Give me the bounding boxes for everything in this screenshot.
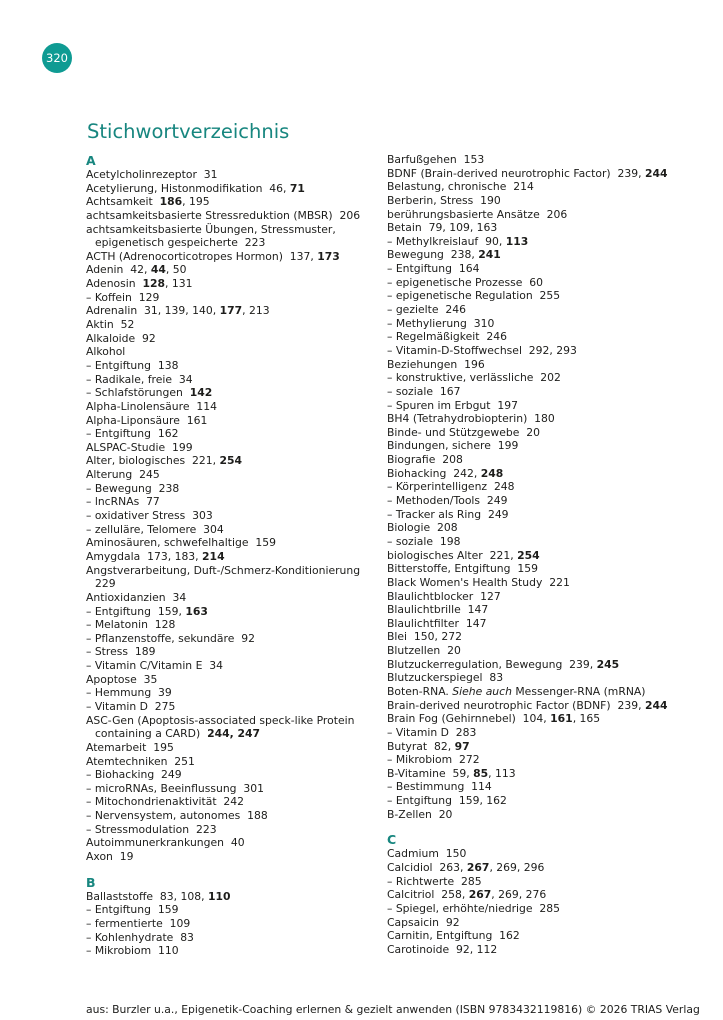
index-entry: Achtsamkeit 186, 195 <box>86 195 210 209</box>
index-subentry: – Radikale, freie 34 <box>86 372 193 386</box>
index-subentry: – Entgiftung 159, 162 <box>387 794 507 808</box>
index-subentry: – Richtwerte 285 <box>387 874 482 888</box>
index-subentry: – Mikrobiom 110 <box>86 944 179 958</box>
index-entry: Apoptose 35 <box>86 672 158 686</box>
index-entry: Berberin, Stress 190 <box>387 193 501 207</box>
index-subentry: – Entgiftung 138 <box>86 358 179 372</box>
index-subentry: – Vitamin D 283 <box>387 725 477 739</box>
index-subentry: – soziale 198 <box>387 534 461 548</box>
index-entry: achtsamkeitsbasierte Stressreduktion (MBSR) 206 <box>86 208 361 222</box>
index-subentry: – Tracker als Ring 249 <box>387 507 509 521</box>
index-entry: Capsaicin 92 <box>387 915 460 929</box>
index-entry: Aminosäuren, schwefelhaltige 159 <box>86 536 276 550</box>
index-entry: Bindungen, sichere 199 <box>387 439 519 453</box>
index-entry: Carotinoide 92, 112 <box>387 942 498 956</box>
index-entry-continuation: 229 <box>95 577 116 591</box>
index-subentry: – Stressmodulation 223 <box>86 822 217 836</box>
index-subentry: – Pflanzenstoffe, sekundäre 92 <box>86 631 255 645</box>
index-entry: Axon 19 <box>86 850 134 864</box>
index-subentry: – epigenetische Regulation 255 <box>387 289 561 303</box>
index-subentry: – Methoden/Tools 249 <box>387 494 508 508</box>
index-entry: Blei 150, 272 <box>387 630 462 644</box>
index-entry: Brain-derived neurotrophic Factor (BDNF) 239, 244 <box>387 698 668 712</box>
index-entry: Black Women's Health Study 221 <box>387 575 570 589</box>
index-subentry: – Vitamin-D-Stoffwechsel 292, 293 <box>387 343 577 357</box>
index-subentry: – Entgiftung 162 <box>86 427 179 441</box>
index-entry: Cadmium 150 <box>387 847 467 861</box>
page-number-badge: 320 <box>42 43 72 73</box>
index-subentry: – Hemmung 39 <box>86 686 172 700</box>
index-entry: Alkohol <box>86 345 126 359</box>
index-entry: Butyrat 82, 97 <box>387 739 470 753</box>
index-subentry: – oxidativer Stress 303 <box>86 509 213 523</box>
index-entry: Alpha-Liponsäure 161 <box>86 413 208 427</box>
index-entry: Brain Fog (Gehirnnebel) 104, 161, 165 <box>387 712 601 726</box>
index-entry: Alkaloide 92 <box>86 331 156 345</box>
index-subentry: – Koffein 129 <box>86 290 160 304</box>
index-entry: Carnitin, Entgiftung 162 <box>387 929 520 943</box>
index-subentry: – Entgiftung 159 <box>86 903 179 917</box>
index-subentry: – Bewegung 238 <box>86 481 180 495</box>
page-title: Stichwortverzeichnis <box>87 120 290 143</box>
index-entry: Biohacking 242, 248 <box>387 466 504 480</box>
index-entry: biologisches Alter 221, 254 <box>387 548 540 562</box>
index-subentry: – Methylkreislauf 90, 113 <box>387 234 529 248</box>
index-entry: Biologie 208 <box>387 521 458 535</box>
index-entry: Biografie 208 <box>387 453 463 467</box>
index-entry: Adenosin 128, 131 <box>86 277 193 291</box>
index-entry: Adenin 42, 44, 50 <box>86 263 187 277</box>
index-entry: Calcitriol 258, 267, 269, 276 <box>387 888 547 902</box>
index-subentry: – Schlafstörungen 142 <box>86 386 213 400</box>
index-subentry: – Methylierung 310 <box>387 316 495 330</box>
index-entry: Aktin 52 <box>86 318 135 332</box>
index-entry: Bitterstoffe, Entgiftung 159 <box>387 562 538 576</box>
index-subentry: – gezielte 246 <box>387 303 466 317</box>
index-entry: ALSPAC-Studie 199 <box>86 440 193 454</box>
index-subentry: – Körperintelligenz 248 <box>387 480 515 494</box>
index-entry: Barfußgehen 153 <box>387 153 485 166</box>
index-entry: Alpha-Linolensäure 114 <box>86 399 217 413</box>
section-letter-b: B <box>86 874 96 890</box>
index-subentry: – Mikrobiom 272 <box>387 753 480 767</box>
index-entry: Beziehungen 196 <box>387 357 485 371</box>
index-entry: Alterung 245 <box>86 468 160 482</box>
index-entry: Blutzellen 20 <box>387 644 461 658</box>
index-entry: Boten-RNA. Siehe auch Messenger-RNA (mRNA) <box>387 684 646 698</box>
index-entry: ASC-Gen (Apoptosis-associated speck-like Protein <box>86 713 355 727</box>
index-entry-continuation: epigenetisch gespeicherte 223 <box>95 236 266 250</box>
index-subentry: – Nervensystem, autonomes 188 <box>86 809 268 823</box>
index-subentry: – Biohacking 249 <box>86 768 182 782</box>
index-entry: Blutzuckerregulation, Bewegung 239, 245 <box>387 657 620 671</box>
section-letter-c: C <box>387 832 397 848</box>
index-entry: Betain 79, 109, 163 <box>387 221 498 235</box>
index-entry: Blaulichtblocker 127 <box>387 589 501 603</box>
index-subentry: – Melatonin 128 <box>86 618 176 632</box>
index-entry: BDNF (Brain-derived neurotrophic Factor) 239, 244 <box>387 166 668 180</box>
index-entry: achtsamkeitsbasierte Übungen, Stressmuster, <box>86 222 336 236</box>
index-entry: B-Zellen 20 <box>387 807 453 821</box>
index-entry: Antioxidanzien 34 <box>86 590 187 604</box>
index-entry: Blaulichtbrille 147 <box>387 603 489 617</box>
index-entry: Belastung, chronische 214 <box>387 180 534 194</box>
index-entry: Atemtechniken 251 <box>86 754 195 768</box>
footer-citation: aus: Burzler u.a., Epigenetik-Coaching erlernen & gezielt anwenden (ISBN 9783432119816) © 2026 TRIAS Verlag <box>86 1003 700 1016</box>
index-entry: Blaulichtfilter 147 <box>387 616 487 630</box>
index-subentry: – zelluläre, Telomere 304 <box>86 522 224 536</box>
index-entry: Alter, biologisches 221, 254 <box>86 454 243 468</box>
index-entry: B-Vitamine 59, 85, 113 <box>387 766 516 780</box>
index-entry: Amygdala 173, 183, 214 <box>86 549 225 563</box>
index-entry: Autoimmunerkrankungen 40 <box>86 836 245 850</box>
index-subentry: – konstruktive, verlässliche 202 <box>387 371 561 385</box>
index-entry: Blutzuckerspiegel 83 <box>387 671 504 685</box>
index-subentry: – Bestimmung 114 <box>387 780 492 794</box>
index-entry: berührungsbasierte Ansätze 206 <box>387 207 568 221</box>
index-subentry: – Vitamin C/Vitamin E 34 <box>86 659 224 673</box>
index-subentry: – microRNAs, Beeinflussung 301 <box>86 781 264 795</box>
index-entry: Ballaststoffe 83, 108, 110 <box>86 889 231 903</box>
index-subentry: – Spiegel, erhöhte/niedrige 285 <box>387 901 560 915</box>
index-subentry: – Spuren im Erbgut 197 <box>387 398 518 412</box>
index-subentry: – Kohlenhydrate 83 <box>86 930 194 944</box>
index-entry: Adrenalin 31, 139, 140, 177, 213 <box>86 304 270 318</box>
index-subentry: – lncRNAs 77 <box>86 495 160 509</box>
index-entry: ACTH (Adrenocorticotropes Hormon) 137, 173 <box>86 249 340 263</box>
index-subentry: – Regelmäßigkeit 246 <box>387 330 507 344</box>
index-entry-continuation: containing a CARD) 244, 247 <box>95 727 261 741</box>
index-entry: Bewegung 238, 241 <box>387 248 501 262</box>
index-subentry: – fermentierte 109 <box>86 916 191 930</box>
index-entry: Binde- und Stützgewebe 20 <box>387 425 540 439</box>
index-subentry: – Entgiftung 164 <box>387 262 480 276</box>
index-entry: Acetylcholinrezeptor 31 <box>86 168 218 181</box>
index-subentry: – Mitochondrienaktivität 242 <box>86 795 245 809</box>
index-entry: Calcidiol 263, 267, 269, 296 <box>387 861 545 875</box>
index-subentry: – Entgiftung 159, 163 <box>86 604 208 618</box>
index-entry: BH4 (Tetrahydrobiopterin) 180 <box>387 412 555 426</box>
index-subentry: – Vitamin D 275 <box>86 699 176 713</box>
index-column-left <box>86 153 361 958</box>
index-entry: Atemarbeit 195 <box>86 740 174 754</box>
index-entry: Angstverarbeitung, Duft-/Schmerz-Konditionierung <box>86 563 361 577</box>
section-letter-a: A <box>86 153 96 168</box>
index-subentry: – soziale 167 <box>387 384 461 398</box>
index-entry: Acetylierung, Histonmodifikation 46, 71 <box>86 181 305 195</box>
index-column-right <box>387 153 668 957</box>
index-subentry: – epigenetische Prozesse 60 <box>387 275 543 289</box>
index-subentry: – Stress 189 <box>86 645 156 659</box>
